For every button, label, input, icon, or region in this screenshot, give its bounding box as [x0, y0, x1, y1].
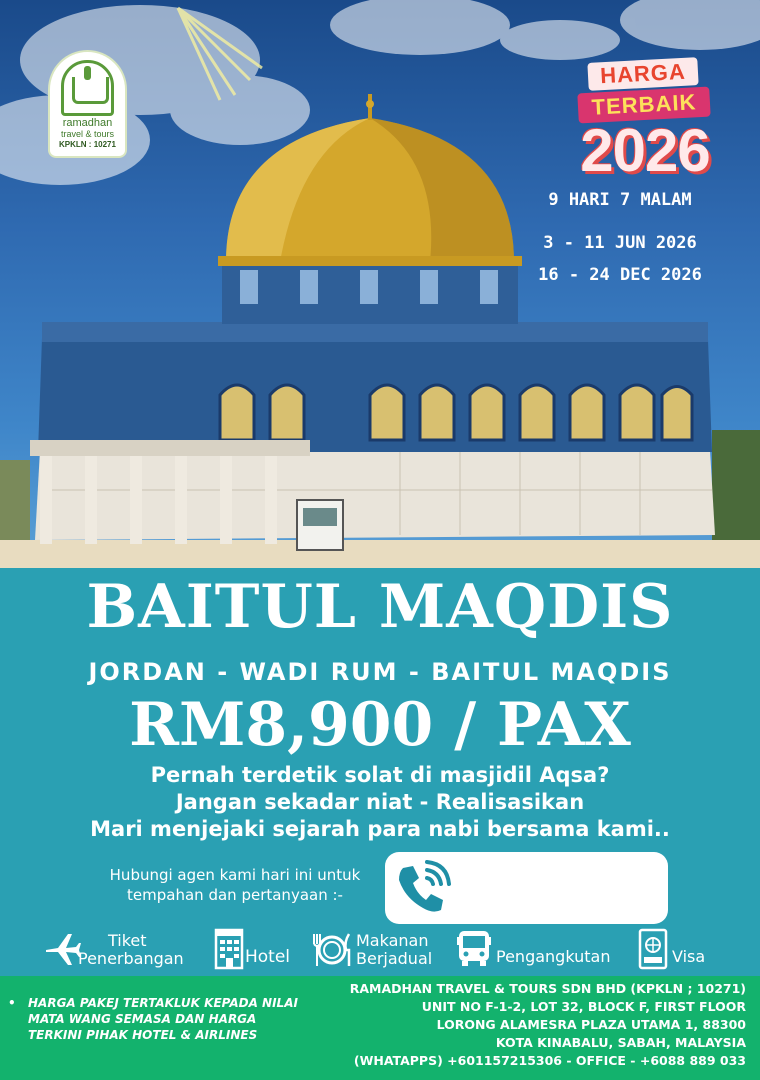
disclaimer-line-1: HARGA PAKEJ TERTAKLUK KEPADA NILAI	[28, 996, 298, 1010]
feature-flight-label-1: Tiket	[108, 931, 147, 950]
passport-icon	[638, 928, 668, 970]
feature-hotel-label: Hotel	[245, 947, 291, 967]
tagline-2: Jangan sekadar niat - Realisasikan	[175, 790, 585, 814]
disclaimer-line-2: MATA WANG SEMASA DAN HARGA	[28, 1012, 257, 1026]
feature-visa-label: Visa	[672, 947, 706, 966]
contact-box[interactable]	[385, 852, 668, 924]
feature-visa	[638, 928, 718, 972]
company-address	[326, 980, 746, 1070]
contact-prompt	[90, 865, 380, 905]
price-text: RM8,900 / PAX	[129, 690, 631, 760]
badge-harga: HARGA	[587, 57, 698, 91]
feature-meal	[312, 928, 442, 972]
company-name: RAMADHAN TRAVEL & TOURS SDN BHD (KPKLN ; 10271)	[349, 981, 746, 996]
disclaimer-line-3: TERKINI PIHAK HOTEL & AIRLINES	[28, 1028, 258, 1042]
mosque-arch-logo-icon	[61, 60, 114, 116]
address-line-3: KOTA KINABALU, SABAH, MALAYSIA	[495, 1035, 746, 1050]
trip-duration: 9 HARI 7 MALAM	[548, 190, 692, 210]
logo-license: KPKLN : 10271	[59, 140, 116, 149]
address-line-2: LORONG ALAMESRA PLAZA UTAMA 1, 88300	[436, 1017, 746, 1032]
tagline-1: Pernah terdetik solat di masjidil Aqsa?	[150, 763, 610, 787]
tagline-3: Mari menjejaki sejarah para nabi bersama kami..	[90, 817, 670, 841]
trip-date-2: 16 - 24 DEC 2026	[538, 265, 702, 285]
logo-brand: ramadhan	[62, 117, 113, 129]
hotel-icon	[214, 928, 244, 970]
phone-icon	[393, 860, 453, 916]
page-title: BAITUL MAQDIS	[86, 572, 674, 642]
contact-line-2: tempahan dan pertanyaan :-	[127, 886, 343, 904]
company-logo	[50, 52, 125, 156]
feature-meal-label-1: Makanan	[356, 931, 429, 950]
meal-icon	[312, 928, 352, 968]
feature-flight-label-2: Penerbangan	[78, 949, 184, 968]
badge-terbaik: TERBAIK	[577, 87, 710, 124]
feature-transport	[456, 928, 616, 972]
logo-brand-sub: travel & tours	[60, 129, 115, 139]
contact-numbers[interactable]: (WHATAPPS) +601157215306 - OFFICE - +6088 889 033	[353, 1053, 746, 1068]
trip-date-1: 3 - 11 JUN 2026	[543, 233, 697, 253]
feature-flight	[42, 928, 192, 972]
route-text: JORDAN - WADI RUM - BAITUL MAQDIS	[88, 658, 672, 686]
badge-year: 2026	[580, 117, 710, 184]
bullet-icon: •	[8, 996, 16, 1010]
bus-icon	[456, 928, 492, 968]
feature-hotel	[214, 928, 294, 972]
address-line-1: UNIT NO F-1-2, LOT 32, BLOCK F, FIRST FLOOR	[421, 999, 746, 1014]
airplane-icon	[42, 928, 82, 968]
feature-transport-label: Pengangkutan	[496, 947, 611, 966]
feature-meal-label-2: Berjadual	[356, 949, 433, 968]
contact-line-1: Hubungi agen kami hari ini untuk	[109, 866, 361, 884]
